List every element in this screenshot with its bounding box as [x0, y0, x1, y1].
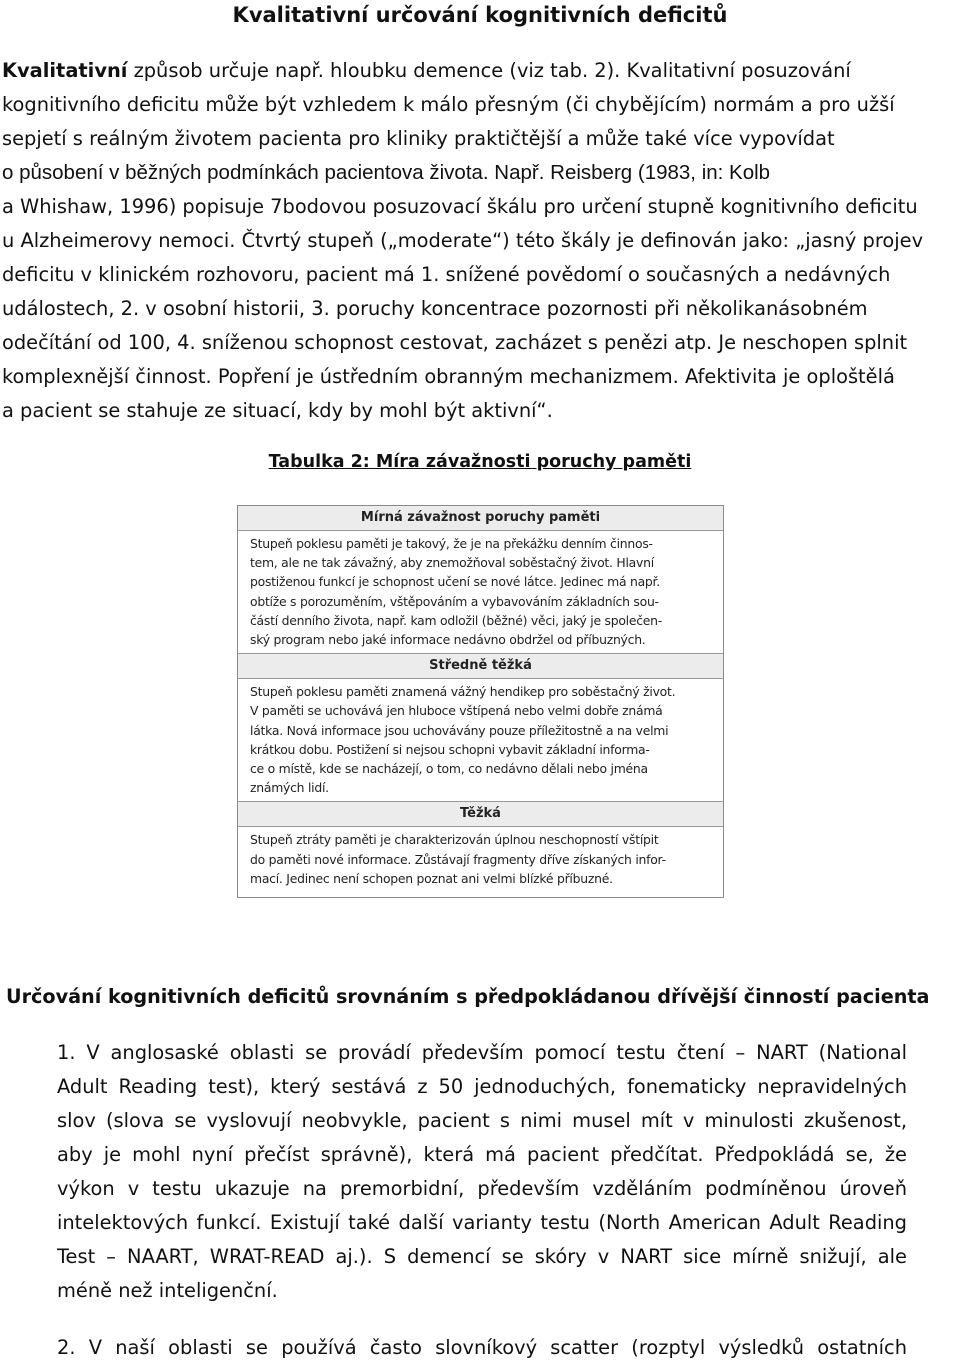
paragraph-line: méně než inteligenční.	[57, 1279, 278, 1302]
paragraph-line: Test – NAART, WRAT-READ aj.). S demencí se skóry v NART sice mírně snižují, ale	[57, 1245, 907, 1268]
table-line: postiženou funkcí je schopnost učení se nové látce. Jedinec má např.	[250, 574, 660, 590]
intro-line-10: komplexnější činnost. Popření je ústředním obranným mechanizmem. Afektivita je oploštělá	[2, 365, 895, 388]
paragraph-line: 2. V naší oblasti se používá často slovníkový scatter (rozptyl výsledků ostatních	[57, 1336, 907, 1359]
table-caption: Tabulka 2: Míra závažnosti poruchy paměti	[268, 452, 692, 472]
paragraph-1	[57, 1036, 907, 1308]
intro-paragraph	[2, 54, 958, 428]
section-heading: Určování kognitivních deficitů srovnáním s předpokládanou dřívější činností pacienta	[6, 985, 930, 1008]
paragraph-line: Adult Reading test), který sestává z 50 jednoduchých, fonematicky nepravidelných	[57, 1075, 907, 1098]
paragraph-line: aby je mohl nyní přečíst správně), která má pacient předčítat. Předpokládá se, že	[57, 1143, 907, 1166]
table-heading-severe: Těžká	[238, 801, 723, 827]
table-line: tem, ale ne tak závažný, aby znemožňoval soběstačný život. Hlavní	[250, 555, 654, 571]
table-line: Stupeň poklesu paměti znamená vážný hendikep pro soběstačný život.	[250, 684, 676, 700]
table-line: do paměti nové informace. Zůstávají fragmenty dříve získaných infor-	[250, 851, 666, 867]
paragraph-2	[57, 1331, 907, 1365]
intro-lead-bold: Kvalitativní	[2, 59, 128, 82]
page-title: Kvalitativní určování kognitivních deficitů	[232, 3, 728, 27]
table-line: známých lidí.	[250, 780, 329, 796]
table-body-mild	[238, 531, 723, 653]
intro-line-11: a pacient se stahuje ze situací, kdy by mohl být aktivní“.	[2, 399, 553, 422]
table-line: látka. Nová informace jsou uchovávány pouze příležitostně a na velmi	[250, 722, 669, 738]
intro-line-4: o působení v běžných podmínkách pacientova života. Např. Reisberg (1983, in: Kolb	[2, 161, 771, 184]
table-body-severe	[238, 827, 723, 892]
intro-line-3: sepjetí s reálným životem pacienta pro kliniky praktičtější a může také více vypovídat	[2, 127, 835, 150]
intro-line-9: odečítání od 100, 4. sníženou schopnost cestovat, zacházet s penězi atp. Je neschopen splnit	[2, 331, 908, 354]
memory-severity-table	[237, 505, 724, 898]
intro-line-6: u Alzheimerovy nemoci. Čtvrtý stupeň („moderate“) této škály je definován jako: „jasný projev	[2, 229, 924, 252]
paragraph-line: 1. V anglosaské oblasti se provádí především pomocí testu čtení – NART (National	[57, 1041, 907, 1064]
table-body-moderate	[238, 679, 723, 801]
table-heading-mild: Mírná závažnost poruchy paměti	[238, 506, 723, 531]
table-line: Stupeň poklesu paměti je takový, že je na překážku denním činnos-	[250, 536, 653, 551]
intro-line-7: deficitu v klinickém rozhovoru, pacient má 1. snížené povědomí o současných a nedávných	[2, 263, 891, 286]
intro-line-1: Kvalitativní způsob určuje např. hloubku demence (viz tab. 2). Kvalitativní posuzování	[2, 59, 851, 82]
table-line: Stupeň ztráty paměti je charakterizován úplnou neschopností vštípit	[250, 832, 659, 848]
table-line: V paměti se uchovává jen hluboce vštípená nebo velmi dobře známá	[250, 703, 663, 719]
table-line: mací. Jedinec není schopen poznat ani velmi blízké příbuzné.	[250, 870, 613, 886]
paragraph-line: výkon v testu ukazuje na premorbidní, především vzděláním podmíněnou úroveň	[57, 1177, 907, 1200]
paragraph-line: intelektových funkcí. Existují také další varianty testu (North American Adult Reading	[57, 1211, 907, 1234]
table-line: ce o místě, kde se nacházejí, o tom, co nedávno dělali nebo jména	[250, 761, 648, 777]
table-heading-moderate: Středně těžká	[238, 653, 723, 679]
table-line: krátkou dobu. Postižení si nejsou schopni vybavit základní informa-	[250, 741, 650, 757]
table-line: částí denního života, např. kam odložil (běžné) věci, jaký je společen-	[250, 612, 662, 628]
paragraph-line: slov (slova se vyslovují neobvykle, pacient s nimi musel mít v minulosti zkušenost,	[57, 1109, 907, 1132]
table-line: obtíže s porozuměním, vštěpováním a vybavováním základních sou-	[250, 593, 659, 609]
intro-line-8: událostech, 2. v osobní historii, 3. poruchy koncentrace pozornosti při několikanásobném	[2, 297, 868, 320]
intro-line-2: kognitivního deficitu může být vzhledem k málo přesným (či chybějícím) normám a pro užší	[2, 93, 895, 116]
table-line: ský program nebo jaké informace nedávno obdržel od příbuzných.	[250, 632, 646, 648]
intro-line-5: a Whishaw, 1996) popisuje 7bodovou posuzovací škálu pro určení stupně kognitivního deficitu	[2, 195, 918, 218]
